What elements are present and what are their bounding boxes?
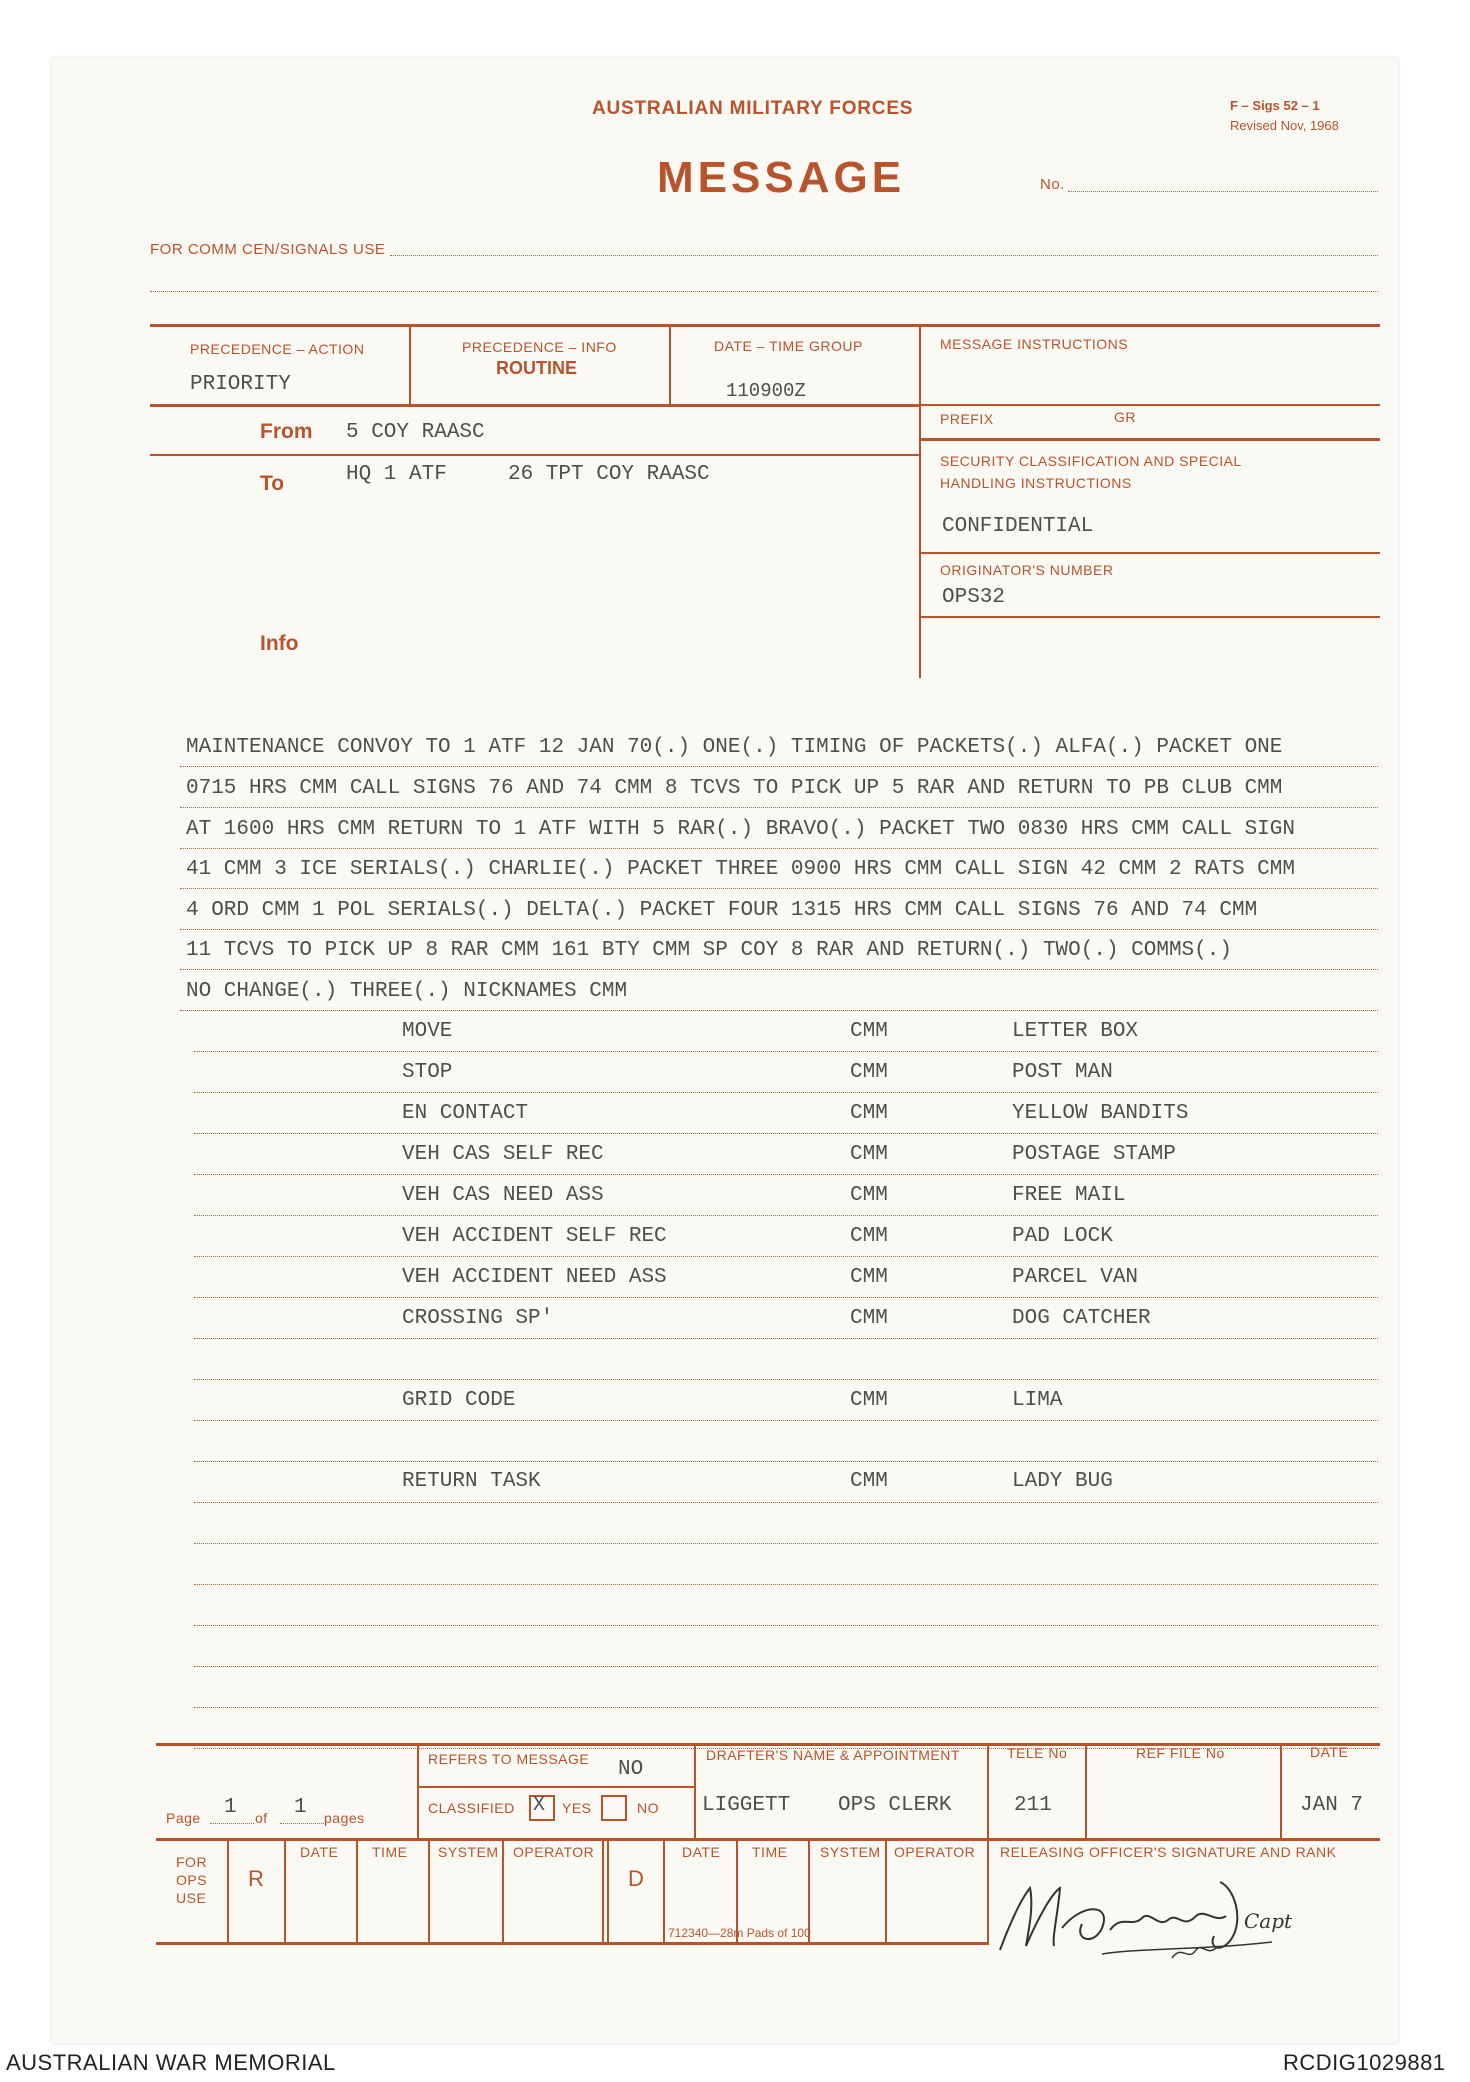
security-label-2: HANDLING INSTRUCTIONS (940, 475, 1132, 491)
print-line: 712340—28m Pads of 100 (668, 1926, 811, 1940)
nickname-term: RETURN TASK (402, 1470, 541, 1493)
originator-number-value: OPS32 (942, 586, 1006, 609)
precedence-info-value: ROUTINE (496, 358, 577, 378)
releasing-officer-label: RELEASING OFFICER'S SIGNATURE AND RANK (1000, 1844, 1337, 1860)
body-line: MAINTENANCE CONVOY TO 1 ATF 12 JAN 70(.) ONE(.) TIMING OF PACKETS(.) ALFA(.) PACKET ONE (186, 736, 1283, 759)
comm-cen-label: FOR COMM CEN/SIGNALS USE (150, 241, 386, 258)
to-value-1: HQ 1 ATF (346, 463, 447, 486)
nickname-value: LADY BUG (1012, 1470, 1113, 1493)
nickname-term: VEH ACCIDENT SELF REC (402, 1225, 667, 1248)
nickname-term: VEH CAS NEED ASS (402, 1184, 604, 1207)
nickname-sep: CMM (850, 1061, 888, 1084)
org-heading: AUSTRALIAN MILITARY FORCES (592, 98, 914, 119)
comm-cen-line-2 (150, 291, 1378, 292)
col-date-2: DATE (682, 1844, 721, 1860)
refers-to-message-value: NO (618, 1758, 644, 1781)
footer-source: AUSTRALIAN WAR MEMORIAL (6, 2050, 336, 2075)
nickname-value: YELLOW BANDITS (1012, 1102, 1189, 1125)
dtg-value: 110900Z (726, 380, 806, 402)
nickname-value: DOG CATCHER (1012, 1307, 1151, 1330)
nickname-sep: CMM (850, 1102, 888, 1125)
page-label: Page (166, 1810, 201, 1826)
from-label: From (260, 420, 313, 443)
nickname-value: POST MAN (1012, 1061, 1113, 1084)
no-line (1068, 191, 1378, 192)
nickname-sep: CMM (850, 1225, 888, 1248)
gr-label: GR (1114, 409, 1136, 425)
form-id: F – Sigs 52 – 1 (1230, 98, 1320, 113)
nickname-value: LIMA (1012, 1389, 1063, 1412)
col-operator-2: OPERATOR (894, 1844, 976, 1860)
nickname-term: VEH CAS SELF REC (402, 1143, 604, 1166)
grid-precedence-bottom (150, 404, 921, 407)
col-time: TIME (372, 1844, 408, 1860)
body-line: 41 CMM 3 ICE SERIALS(.) CHARLIE(.) PACKET THREE 0900 HRS CMM CALL SIGN 42 CMM 2 RATS CMM (186, 858, 1295, 881)
col-date: DATE (300, 1844, 339, 1860)
nickname-value: FREE MAIL (1012, 1184, 1126, 1207)
nickname-sep: CMM (850, 1143, 888, 1166)
nickname-term: GRID CODE (402, 1389, 516, 1412)
form-title: MESSAGE (657, 153, 906, 202)
tele-no-label: TELE No (1007, 1745, 1068, 1761)
to-value-2: 26 TPT COY RAASC (508, 463, 710, 486)
date-label: DATE (1310, 1744, 1349, 1760)
col-operator: OPERATOR (513, 1844, 595, 1860)
drafter-name: LIGGETT (702, 1794, 791, 1817)
nickname-value: POSTAGE STAMP (1012, 1143, 1176, 1166)
grid-top-rule (150, 324, 1380, 327)
d-label: D (628, 1866, 644, 1891)
date-value: JAN 7 (1300, 1794, 1364, 1817)
body-line: AT 1600 HRS CMM RETURN TO 1 ATF WITH 5 RAR(.) BRAVO(.) PACKET TWO 0830 HRS CMM CALL SIGN (186, 818, 1295, 841)
info-label: Info (260, 632, 299, 655)
from-value: 5 COY RAASC (346, 421, 485, 444)
nickname-sep: CMM (850, 1020, 888, 1043)
precedence-action-value: PRIORITY (190, 373, 291, 396)
precedence-action-label: PRECEDENCE – ACTION (190, 341, 365, 357)
col-system-2: SYSTEM (820, 1844, 881, 1860)
nickname-term: MOVE (402, 1020, 453, 1043)
page-total: 1 (294, 1796, 307, 1819)
nickname-sep: CMM (850, 1470, 888, 1493)
classified-label: CLASSIFIED (428, 1800, 515, 1816)
nickname-sep: CMM (850, 1389, 888, 1412)
drafter-label: DRAFTER'S NAME & APPOINTMENT (706, 1747, 960, 1763)
page-number: 1 (224, 1796, 237, 1819)
no-label: No. (1040, 176, 1065, 193)
nickname-sep: CMM (850, 1184, 888, 1207)
of-label: of (255, 1810, 268, 1826)
body-line: 4 ORD CMM 1 POL SERIALS(.) DELTA(.) PACKET FOUR 1315 HRS CMM CALL SIGNS 76 AND 74 CMM (186, 899, 1258, 922)
col-system: SYSTEM (438, 1844, 499, 1860)
nickname-term: STOP (402, 1061, 453, 1084)
body-line: 0715 HRS CMM CALL SIGNS 76 AND 74 CMM 8 TCVS TO PICK UP 5 RAR AND RETURN TO PB CLUB CMM (186, 777, 1283, 800)
security-label-1: SECURITY CLASSIFICATION AND SPECIAL (940, 453, 1242, 469)
nickname-value: PAD LOCK (1012, 1225, 1113, 1248)
nickname-sep: CMM (850, 1307, 888, 1330)
r-label: R (248, 1866, 264, 1891)
nickname-value: LETTER BOX (1012, 1020, 1139, 1043)
ops-use-label-3: USE (176, 1890, 207, 1906)
signature-rank: Capt (1244, 1909, 1293, 1933)
pages-label: pages (324, 1810, 365, 1826)
refers-to-message-label: REFERS TO MESSAGE (428, 1751, 590, 1767)
nickname-value: PARCEL VAN (1012, 1266, 1139, 1289)
footer-record-id: RCDIG1029881 (1283, 2050, 1446, 2075)
tele-no-value: 211 (1014, 1794, 1052, 1817)
nickname-term: VEH ACCIDENT NEED ASS (402, 1266, 667, 1289)
precedence-info-label: PRECEDENCE – INFO (462, 339, 617, 355)
nickname-sep: CMM (850, 1266, 888, 1289)
comm-cen-line-1 (390, 255, 1378, 256)
body-line: 11 TCVS TO PICK UP 8 RAR CMM 161 BTY CMM SP COY 8 RAR AND RETURN(.) TWO(.) COMMS(.) (186, 939, 1232, 962)
body-line: NO CHANGE(.) THREE(.) NICKNAMES CMM (186, 980, 628, 1003)
to-label: To (260, 472, 285, 495)
dtg-label: DATE – TIME GROUP (714, 338, 863, 354)
revised-date: Revised Nov, 1968 (1230, 118, 1339, 133)
ops-use-label-2: OPS (176, 1872, 208, 1888)
classified-no-checkbox[interactable] (601, 1795, 627, 1821)
col-time-2: TIME (752, 1844, 788, 1860)
ops-use-label-1: FOR (176, 1854, 208, 1870)
yes-check-mark: X (533, 1794, 546, 1817)
security-classification-value: CONFIDENTIAL (942, 515, 1094, 538)
nickname-term: CROSSING SP' (402, 1307, 554, 1330)
classified-yes-checkbox[interactable] (529, 1795, 555, 1821)
no-label: NO (637, 1800, 659, 1816)
nickname-term: EN CONTACT (402, 1102, 529, 1125)
ref-file-no-label: REF FILE No (1136, 1745, 1225, 1761)
prefix-label: PREFIX (940, 411, 994, 427)
message-instructions-label: MESSAGE INSTRUCTIONS (940, 336, 1129, 352)
originator-number-label: ORIGINATOR'S NUMBER (940, 562, 1114, 578)
yes-label: YES (562, 1800, 592, 1816)
signature-graphic (982, 1858, 1342, 1968)
drafter-appointment: OPS CLERK (838, 1794, 952, 1817)
message-form-sheet (52, 58, 1398, 2043)
